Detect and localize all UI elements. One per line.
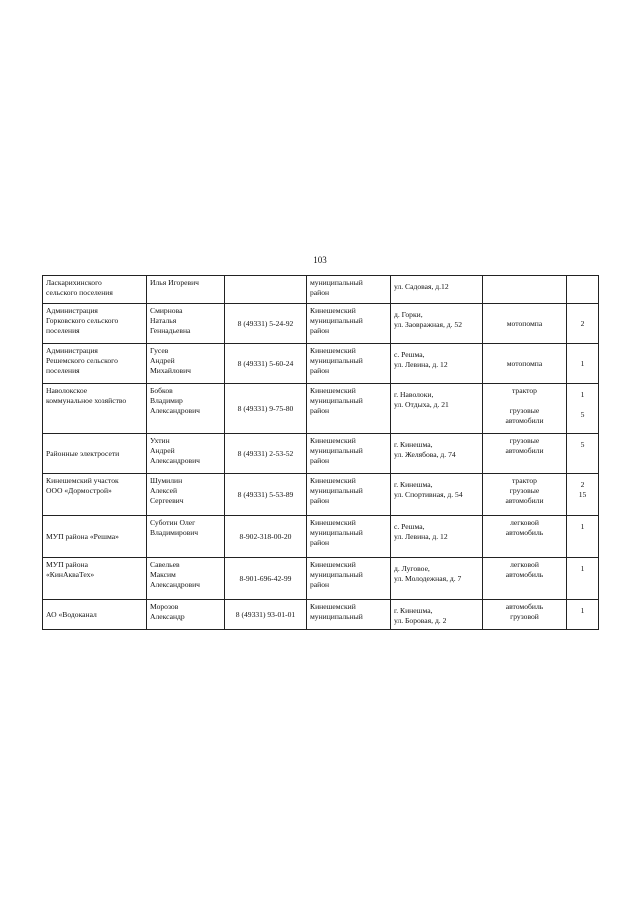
organization-cell-line: Кинешемский участок [46,476,119,485]
equipment-count-cell [567,384,599,434]
contact-person-cell [147,516,225,558]
equipment-cell-line [486,396,563,406]
equipment-cell-line: трактор [512,476,537,485]
organization-cell [43,276,147,304]
contact-person-cell [147,276,225,304]
district-cell-line: район [310,406,330,415]
address-cell-line: с. Решма, [394,350,425,359]
equipment-count-cell-line: 5 [580,440,585,449]
address-cell [391,474,483,516]
equipment-count-cell [567,434,599,474]
contact-person-cell-line: Суботин Олег [150,518,196,527]
equipment-count-cell-line: 5 [580,410,585,419]
district-cell-line: Кинешемский [310,560,356,569]
table-row [43,384,599,434]
equipment-cell-line: легковой [510,560,539,569]
equipment-cell [483,434,567,474]
contact-person-cell-line: Алексей [150,486,178,495]
contact-person-cell-line: Илья Игоревич [150,278,199,287]
organization-cell-line: Ласкарихинского [46,278,102,287]
address-cell [391,434,483,474]
district-cell-line: Кинешемский [310,306,356,315]
equipment-cell [483,474,567,516]
contact-person-cell-line: Смирнова [150,306,183,315]
contact-person-cell-line: Наталья [150,316,177,325]
equipment-cell [483,516,567,558]
phone-number: 8 (49331) 9-75-80 [237,403,294,413]
district-cell-line: Кинешемский [310,518,356,527]
contact-person-cell-line: Андрей [150,446,175,455]
district-cell-line: район [310,288,330,297]
equipment-cell-line: автомобили [505,496,544,505]
address-cell-line: ул. Садовая, д.12 [394,282,449,291]
equipment-cell [483,304,567,344]
organization-cell [43,516,147,558]
organization-cell [43,558,147,600]
organization-cell-line: Горковского сельского [46,316,119,325]
phone-number: 8 (49331) 5-60-24 [237,358,294,368]
equipment-count-cell-line: 15 [578,490,587,499]
district-cell-line: муниципальный [310,486,363,495]
equipment-cell-line: автомобили [505,446,544,455]
address-cell [391,558,483,600]
equipment-cell-line: мотопомпа [506,358,543,368]
organization-cell-line: Районные электросети [46,448,120,458]
phone-number: 8 (49331) 5-53-89 [237,489,294,499]
organization-cell-line: АО «Водоканал [46,609,97,619]
table-row [43,558,599,600]
organization-cell [43,434,147,474]
table-row [43,276,599,304]
phone-cell [225,558,307,600]
district-cell-line: муниципальный [310,396,363,405]
address-cell-line: ул. Боровая, д. 2 [394,616,447,625]
phone-cell [225,474,307,516]
district-cell [307,516,391,558]
organization-cell-line: поселения [46,366,80,375]
equipment-count-cell-line: 1 [580,390,585,399]
equipment-count-cell-line: 2 [580,318,585,328]
district-cell-line: Кинешемский [310,602,356,611]
phone-cell [225,434,307,474]
district-cell [307,474,391,516]
equipment-count-cell [567,344,599,384]
contact-person-cell-line: Максим [150,570,176,579]
organization-cell-line: поселения [46,326,80,335]
district-cell [307,600,391,630]
phone-number: 8 (49331) 93-01-01 [235,609,296,619]
equipment-count-cell [567,304,599,344]
district-cell [307,344,391,384]
address-cell-line: д. Луговое, [394,564,430,573]
contact-person-cell [147,384,225,434]
page-number: 103 [313,255,327,265]
organization-cell [43,600,147,630]
district-cell-line: район [310,366,330,375]
contact-person-cell-line: Морозов [150,602,179,611]
phone-cell [225,516,307,558]
organization-cell [43,474,147,516]
address-cell-line: г. Кинешма, [394,480,433,489]
contact-person-cell-line: Гусев [150,346,169,355]
equipment-cell [483,384,567,434]
organization-cell [43,344,147,384]
equipment-count-cell [567,558,599,600]
address-cell-line: д. Горки, [394,310,423,319]
equipment-cell [483,558,567,600]
equipment-cell-line: грузовые [509,436,540,445]
district-cell-line: муниципальный [310,612,363,621]
phone-number: 8 (49331) 5-24-92 [237,318,294,328]
district-cell [307,558,391,600]
district-cell-line: Кинешемский [310,386,356,395]
equipment-count-cell-line [570,400,595,410]
contact-person-cell [147,600,225,630]
address-cell [391,600,483,630]
address-cell [391,384,483,434]
equipment-count-cell [567,600,599,630]
district-cell-line: район [310,456,330,465]
organization-cell-line: Решемского сельского [46,356,118,365]
equipment-cell [483,344,567,384]
organization-cell-line: сельского поселения [46,288,113,297]
contact-person-cell-line: Ухтин [150,436,170,445]
address-cell-line: ул. Отдыха, д. 21 [394,400,449,409]
address-cell-line: ул. Молодежная, д. 7 [394,574,462,583]
equipment-count-cell [567,474,599,516]
equipment-cell-line: грузовой [510,612,539,621]
organization-cell-line: Администрация [46,306,98,315]
contact-person-cell-line: Владимир [150,396,183,405]
district-cell-line: муниципальный [310,446,363,455]
district-cell [307,276,391,304]
contact-person-cell-line: Александрович [150,406,200,415]
phone-cell [225,276,307,304]
district-cell-line: Кинешемский [310,346,356,355]
contact-person-cell-line: Михайлович [150,366,192,375]
equipment-count-cell-line: 1 [580,606,585,615]
district-cell-line: Кинешемский [310,476,356,485]
district-cell-line: Кинешемский [310,436,356,445]
address-cell-line: с. Решма, [394,522,425,531]
organization-cell [43,304,147,344]
address-cell [391,344,483,384]
equipment-cell-line: трактор [512,386,537,395]
contact-person-cell [147,344,225,384]
address-cell-line: г. Наволоки, [394,390,434,399]
address-cell-line: ул. Спортивная, д. 54 [394,490,463,499]
organization-cell-line: коммунальное хозяйство [46,396,127,405]
phone-number: 8-902-318-00-20 [239,531,292,541]
contact-person-cell-line: Савельев [150,560,180,569]
phone-cell [225,384,307,434]
contact-person-cell-line: Александрович [150,580,200,589]
equipment-count-cell-line: 1 [580,564,585,573]
district-cell-line: муниципальный [310,316,363,325]
phone-number: 8 (49331) 2-53-52 [237,448,294,458]
organization-cell [43,384,147,434]
address-cell-line: ул. Левина, д. 12 [394,360,448,369]
equipment-cell [483,276,567,304]
equipment-cell-line: легковой [510,518,539,527]
district-cell-line: район [310,580,330,589]
organization-cell-line: Администрация [46,346,98,355]
equipment-cell-line: автомобиль [505,570,544,579]
organization-cell-line: «КинАкваТех» [46,570,95,579]
equipment-cell [483,600,567,630]
phone-number: 8-901-696-42-99 [239,573,292,583]
equipment-cell-line: автомобиль [505,602,544,611]
contact-person-cell-line: Сергеевич [150,496,184,505]
district-cell-line: район [310,326,330,335]
district-cell-line: район [310,496,330,505]
district-cell [307,384,391,434]
contact-person-cell-line: Шумилин [150,476,183,485]
table-row [43,304,599,344]
table-row [43,516,599,558]
equipment-count-cell [567,516,599,558]
equipment-cell-line: грузовые [509,486,540,495]
table-row [43,474,599,516]
contact-person-cell [147,434,225,474]
contact-person-cell-line: Бобков [150,386,173,395]
equipment-cell-line: мотопомпа [506,318,543,328]
organization-cell-line: ООО «Дормострой» [46,486,112,495]
phone-cell [225,600,307,630]
address-cell-line: ул. Заовражная, д. 52 [394,320,462,329]
contact-person-cell-line: Геннадьевна [150,326,191,335]
table-row [43,600,599,630]
equipment-cell-line: автомобиль [505,528,544,537]
district-cell-line: район [310,538,330,547]
organization-cell-line: Наволокское [46,386,88,395]
district-cell [307,434,391,474]
address-cell-line: ул. Левина, д. 12 [394,532,448,541]
table-row [43,434,599,474]
contact-person-cell-line: Александрович [150,456,200,465]
contact-person-cell [147,474,225,516]
district-cell-line: муниципальный [310,356,363,365]
equipment-count-cell [567,276,599,304]
equipment-count-cell-line: 1 [580,522,585,531]
address-cell [391,276,483,304]
district-cell-line: муниципальный [310,528,363,537]
organization-cell-line: МУП района «Решма» [46,531,119,541]
equipment-count-cell-line: 2 [580,480,585,489]
district-cell-line: муниципальный [310,570,363,579]
contact-person-cell-line: Александр [150,612,185,621]
district-cell [307,304,391,344]
contact-person-cell-line: Владимирович [150,528,199,537]
contact-person-cell [147,304,225,344]
contact-person-cell-line: Андрей [150,356,175,365]
address-cell [391,516,483,558]
phone-cell [225,344,307,384]
organization-cell-line: МУП района [46,560,88,569]
table-body [43,276,599,630]
equipment-cell-line: грузовые [509,406,540,415]
address-cell [391,304,483,344]
address-cell-line: г. Кинешма, [394,606,433,615]
address-cell-line: г. Кинешма, [394,440,433,449]
table-row [43,344,599,384]
equipment-cell-line: автомобили [505,416,544,425]
contact-person-cell [147,558,225,600]
phone-cell [225,304,307,344]
district-cell-line: муниципальный [310,278,363,287]
address-cell-line: ул. Желябова, д. 74 [394,450,456,459]
resources-table [42,275,599,630]
equipment-count-cell-line: 1 [580,358,585,368]
